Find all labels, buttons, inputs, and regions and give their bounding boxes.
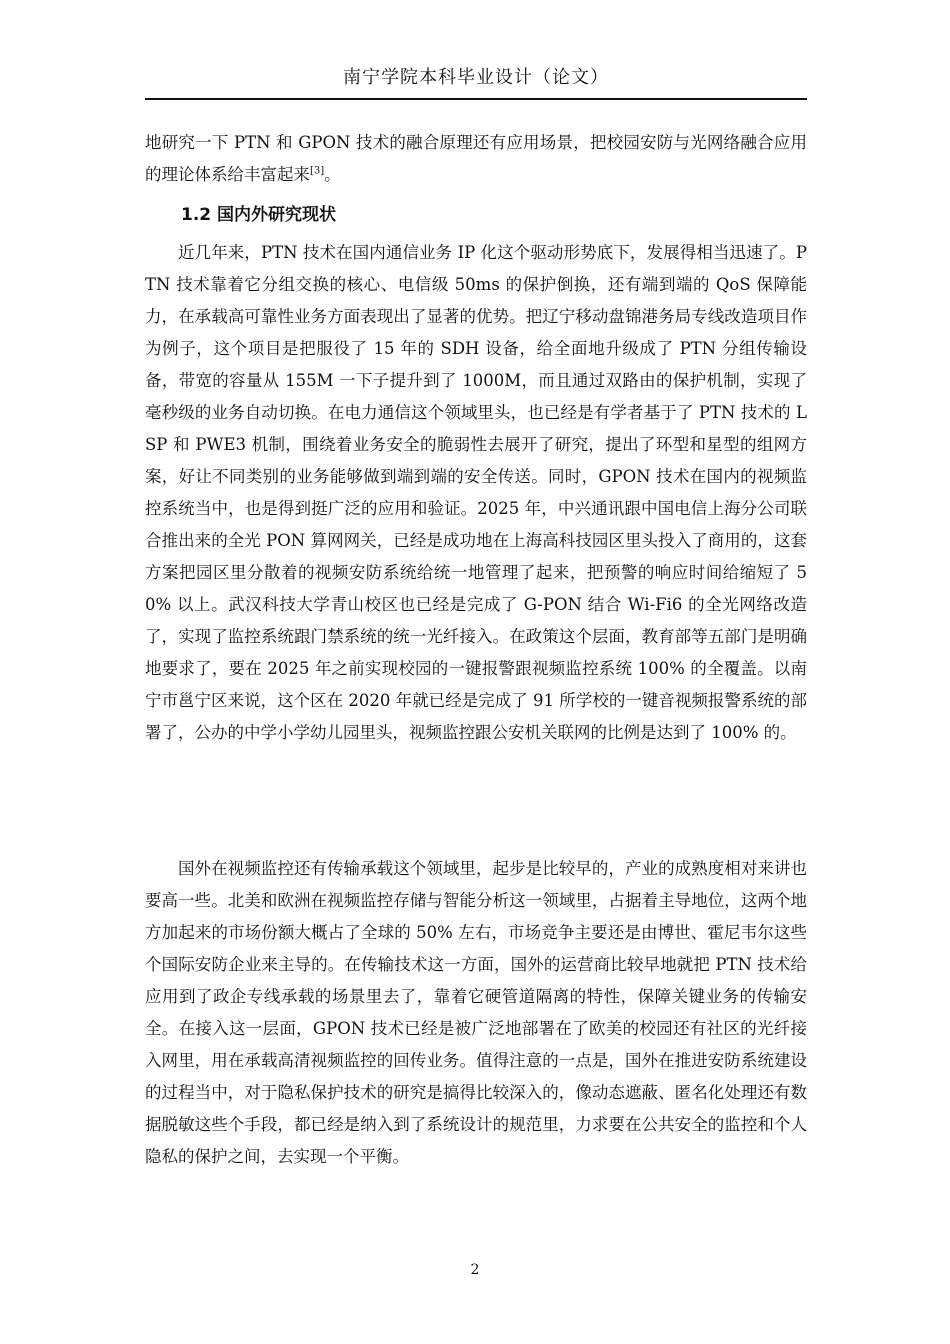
citation-ref: [3] (310, 165, 325, 177)
paragraph-continued-text: 地研究一下 PTN 和 GPON 技术的融合原理还有应用场景，把校园安防与光网络融合应用的理论体系给丰富起来 (145, 133, 807, 184)
header-rule (145, 98, 807, 100)
page-number: 2 (470, 1262, 480, 1278)
running-header: 南宁学院本科毕业设计（论文） (343, 67, 609, 88)
paragraph-continued-end: 。 (324, 165, 341, 184)
section-heading: 1.2 国内外研究现状 (181, 205, 337, 225)
paragraph-domestic-research: 近几年来，PTN 技术在国内通信业务 IP 化这个驱动形势底下，发展得相当迅速了。PTN 技术靠着它分组交换的核心、电信级 50ms 的保护倒换，还有端到端的 QoS 保障能力，在承载高可靠性业务方面表现出了显著的优势。把辽宁移动盘锦港务局专线改造项目作为例子，这个项目是把服役了 15 年的 SDH 设备，给全面地升级成了 PTN 分组传输设备，带宽的容量从 155M 一下子提升到了 1000M，而且通过双路由的保护机制，实现了毫秒级的业务自动切换。在电力通信这个领域里头，也已经是有学者基于了 PTN 技术的 LSP 和 PWE3 机制，围绕着业务安全的脆弱性去展开了研究，提出了环型和星型的组网方案，好让不同类别的业务能够做到端到端的安全传送。同时，GPON 技术在国内的视频监控系统当中，也是得到挺广泛的应用和验证。2025 年，中兴通讯跟中国电信上海分公司联合推出来的全光 PON 算网网关，已经是成功地在上海高科技园区里头投入了商用的，这套方案把园区里分散着的视频安防系统给统一地管理了起来，把预警的响应时间给缩短了 50% 以上。武汉科技大学青山校区也已经是完成了 G-PON 结合 Wi-Fi6 的全光网络改造了，实现了监控系统跟门禁系统的统一光纤接入。在政策这个层面，教育部等五部门是明确地要求了，要在 2025 年之前实现校园的一键报警跟视频监控系统 100% 的全覆盖。以南宁市邕宁区来说，这个区在 2020 年就已经是完成了 91 所学校的一键音视频报警系统的部署了，公办的中学小学幼儿园里头，视频监控跟公安机关联网的比例是达到了 100% 的。 (145, 243, 807, 742)
paragraph-continued (145, 127, 807, 191)
paragraph-foreign-research: 国外在视频监控还有传输承载这个领域里，起步是比较早的，产业的成熟度相对来讲也要高一些。北美和欧洲在视频监控存储与智能分析这一领域里，占据着主导地位，这两个地方加起来的市场份额大概占了全球的 50% 左右，市场竞争主要还是由博世、霍尼韦尔这些个国际安防企业来主导的。在传输技术这一方面，国外的运营商比较早地就把 PTN 技术给应用到了政企专线承载的场景里去了，靠着它硬管道隔离的特性，保障关键业务的传输安全。在接入这一层面，GPON 技术已经是被广泛地部署在了欧美的校园还有社区的光纤接入网里，用在承载高清视频监控的回传业务。值得注意的一点是，国外在推进安防系统建设的过程当中，对于隐私保护技术的研究是搞得比较深入的，像动态遮蔽、匿名化处理还有数据脱敏这些个手段，都已经是纳入到了系统设计的规范里，力求要在公共安全的监控和个人隐私的保护之间，去实现一个平衡。 (145, 859, 807, 1166)
